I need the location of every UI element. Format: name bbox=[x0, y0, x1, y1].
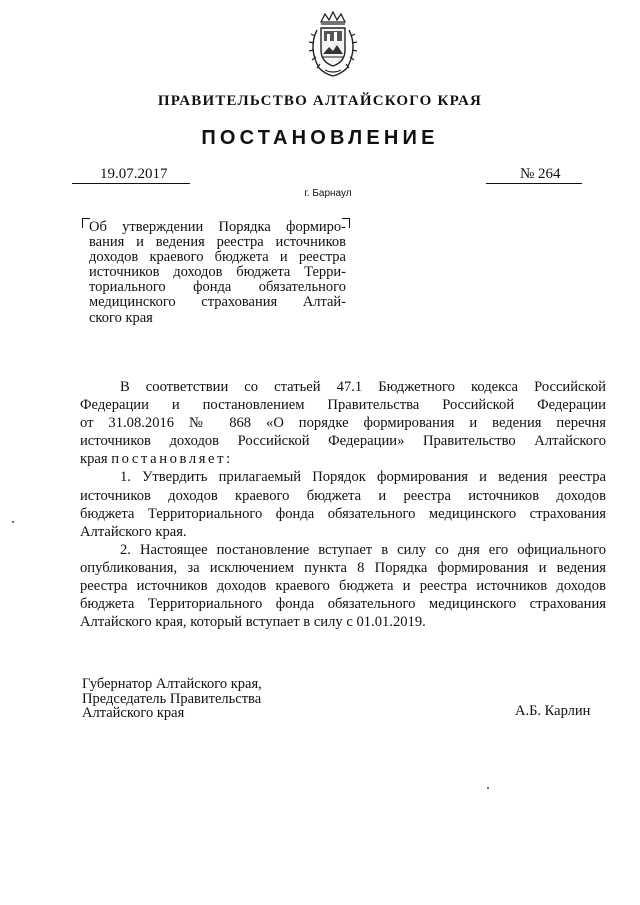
scan-speck bbox=[487, 787, 489, 789]
item1-line: Алтайского края. bbox=[80, 523, 187, 540]
decree-body bbox=[80, 378, 606, 631]
preamble-line: Федерации и постановлением Правительства Российской Федерации bbox=[80, 397, 606, 414]
preamble-line: края bbox=[80, 451, 108, 468]
position-line: Председатель Правительства bbox=[82, 690, 262, 707]
subject-line: ского края bbox=[89, 309, 153, 326]
signatory-position bbox=[82, 677, 262, 721]
document-type-heading: ПОСТАНОВЛЕНИЕ bbox=[201, 127, 439, 149]
preamble-line: от 31.08.2016 № 868 «О порядке формирования и ведения перечня bbox=[80, 415, 606, 432]
date-underline bbox=[72, 183, 190, 184]
preamble-line: В соответствии со статьей 47.1 Бюджетного кодекса Российской bbox=[120, 379, 606, 395]
item2-line: Алтайского края, который вступает в силу с 01.01.2019. bbox=[80, 614, 426, 631]
position-line: Губернатор Алтайского края, bbox=[82, 676, 262, 692]
preamble-last-line bbox=[80, 450, 606, 468]
subject-line: источников доходов бюджета Терри- bbox=[89, 264, 346, 281]
subject-line: медицинского страхования Алтай- bbox=[89, 294, 346, 311]
document-date: 19.07.2017 bbox=[100, 166, 168, 182]
preamble-line: источников доходов Российской Федерации» Правительство Алтайского bbox=[80, 433, 606, 450]
subject-line: вания и ведения реестра источников bbox=[89, 234, 346, 251]
item2-line: реестра источников доходов краевого бюджета и реестра источников доходов bbox=[80, 578, 606, 595]
city-label: г. Барнаул bbox=[304, 188, 352, 199]
subject-line: доходов краевого бюджета и реестра bbox=[89, 249, 346, 266]
document-number: № 264 bbox=[520, 166, 561, 182]
scan-speck bbox=[12, 521, 14, 523]
subject-line: ториального фонда обязательного bbox=[89, 279, 346, 296]
item1-line: бюджета Территориального фонда обязательного медицинского страхования bbox=[80, 505, 606, 522]
government-title: ПРАВИТЕЛЬСТВО АЛТАЙСКОГО КРАЯ bbox=[157, 93, 483, 109]
decree-word: постановляет: bbox=[111, 451, 233, 468]
item1-line: источников доходов краевого бюджета и реестра источников доходов bbox=[80, 487, 606, 504]
position-line: Алтайского края bbox=[82, 705, 185, 722]
item1-line: 1. Утвердить прилагаемый Порядок формирования и ведения реестра bbox=[120, 469, 606, 486]
item2-line: бюджета Территориального фонда обязательного медицинского страхования bbox=[80, 596, 606, 613]
signatory-name: А.Б. Карлин bbox=[515, 703, 591, 719]
subject-line: Об утверждении Порядка формиро- bbox=[89, 219, 346, 235]
coat-of-arms-icon bbox=[303, 10, 363, 80]
item2-line: 2. Настоящее постановление вступает в силу со дня его официального bbox=[120, 541, 606, 558]
subject-block bbox=[89, 220, 346, 326]
item2-line: опубликования, за исключением пункта 8 Порядка формирования и ведения bbox=[80, 559, 606, 576]
number-underline bbox=[486, 183, 582, 184]
